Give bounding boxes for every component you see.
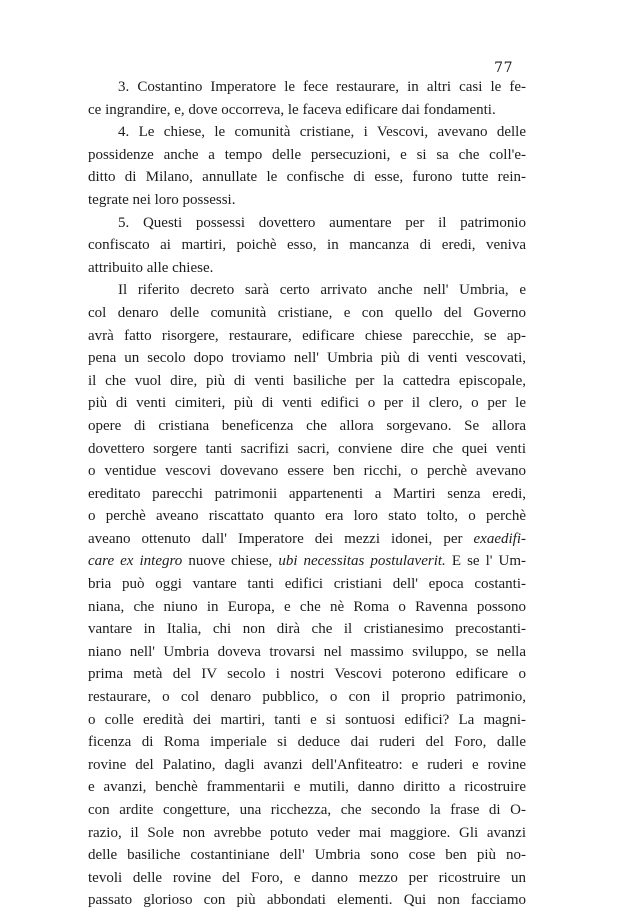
text-line bbox=[88, 212, 526, 235]
text-line bbox=[88, 686, 526, 709]
text-line bbox=[88, 99, 526, 122]
line-text: confiscato ai martiri, poichè esso, in mancanza di eredi, veniva bbox=[88, 237, 526, 254]
line-text: avrà fatto risorgere, restaurare, edificare chiese parecchie, se ap- bbox=[88, 327, 526, 344]
line-text: più di venti cimiteri, più di venti edifici o per il clero, o per le bbox=[88, 395, 526, 412]
line-text: passato glorioso con più abbondati elementi. Qui non facciamo bbox=[88, 892, 526, 909]
text-line bbox=[88, 550, 526, 573]
line-text: 4. Le chiese, le comunità cristiane, i Vescovi, avevano delle bbox=[118, 124, 526, 141]
line-text: razio, il Sole non avrebbe potuto veder mai maggiore. Gli avanzi bbox=[88, 824, 526, 841]
text-line bbox=[88, 166, 526, 189]
line-text: vantare in Italia, chi non dirà che il cristianesimo precostanti- bbox=[88, 621, 526, 638]
line-text: nuove chiese, bbox=[182, 553, 279, 570]
page-number: 77 bbox=[494, 60, 513, 76]
text-line bbox=[88, 731, 526, 754]
text-line bbox=[88, 528, 526, 551]
text-line bbox=[88, 415, 526, 438]
text-line bbox=[88, 302, 526, 325]
line-text: pena un secolo dopo troviamo nell' Umbria più di venti vescovati, bbox=[88, 350, 526, 367]
italic-text: exaedifi- bbox=[462, 530, 526, 547]
text-line bbox=[88, 889, 526, 912]
line-text: col denaro delle comunità cristiane, e con quello del Governo bbox=[88, 304, 526, 321]
line-text: Il riferito decreto sarà certo arrivato anche nell' Umbria, e bbox=[118, 282, 526, 299]
text-line bbox=[88, 483, 526, 506]
text-line bbox=[88, 257, 526, 280]
text-line bbox=[88, 76, 526, 99]
text-line bbox=[88, 822, 526, 845]
line-text: il che vuol dire, più di venti basiliche per la cattedra episcopale, bbox=[88, 372, 526, 389]
text-line bbox=[88, 234, 526, 257]
body-text bbox=[88, 76, 526, 912]
text-line bbox=[88, 438, 526, 461]
line-text: 5. Questi possessi dovettero aumentare per il patrimonio bbox=[118, 214, 526, 231]
text-line bbox=[88, 347, 526, 370]
line-text: tegrate nei loro possessi. bbox=[88, 191, 236, 208]
text-line bbox=[88, 776, 526, 799]
text-line bbox=[88, 505, 526, 528]
line-text: delle basiliche costantiniane dell' Umbria sono cose ben più no- bbox=[88, 847, 526, 864]
text-line bbox=[88, 460, 526, 483]
text-line bbox=[88, 799, 526, 822]
line-text: restaurare, o col denaro pubblico, o con il proprio patrimonio, bbox=[88, 689, 526, 706]
line-text: e avanzi, benchè frammentarii e mutili, danno diritto a ricostruire bbox=[88, 779, 526, 796]
text-line bbox=[88, 618, 526, 641]
line-text: prima metà del IV secolo i nostri Vescovi poterono edificare o bbox=[88, 666, 526, 683]
text-line bbox=[88, 121, 526, 144]
line-text: aveano ottenuto dall' Imperatore dei mezzi idonei, per bbox=[88, 530, 463, 547]
line-text: ficenza di Roma imperiale si deduce dai ruderi del Foro, dalle bbox=[88, 734, 526, 751]
text-line bbox=[88, 867, 526, 890]
text-line bbox=[88, 144, 526, 167]
line-text: E se l' Um- bbox=[445, 553, 527, 570]
text-line bbox=[88, 370, 526, 393]
line-text: opere di cristiana beneficenza che allora sorgevano. Se allora bbox=[88, 417, 526, 434]
line-text: 3. Costantino Imperatore le fece restaurare, in altri casi le fe- bbox=[118, 79, 526, 95]
line-text: o colle eredità dei martiri, tanti e si sontuosi edifici? La magni- bbox=[88, 711, 526, 728]
text-line bbox=[88, 844, 526, 867]
line-text: con ardite congetture, una ricchezza, che secondo la frase di O- bbox=[88, 802, 526, 818]
text-line bbox=[88, 279, 526, 302]
text-line bbox=[88, 573, 526, 596]
line-text: niano nell' Umbria doveva trovarsi nel massimo sviluppo, se nella bbox=[88, 643, 526, 660]
line-text: o ventidue vescovi dovevano essere ben ricchi, o perchè avevano bbox=[88, 463, 526, 480]
line-text: attribuito alle chiese. bbox=[88, 259, 214, 276]
italic-text: ubi necessitas postulaverit. bbox=[278, 553, 446, 570]
line-text: niana, che niuno in Europa, e che nè Roma o Ravenna possono bbox=[88, 598, 526, 615]
line-text: ce ingrandire, e, dove occorreva, le faceva edificare dai fondamenti. bbox=[88, 101, 496, 118]
text-line bbox=[88, 663, 526, 686]
line-text: rovine del Palatino, dagli avanzi dell'Anfiteatro: e ruderi e rovine bbox=[88, 756, 526, 773]
text-line bbox=[88, 325, 526, 348]
line-text: dovettero sorgere tanti sacrifizi sacri, conviene dire che quei venti bbox=[88, 440, 526, 457]
line-text: ditto di Milano, annullate le confische di esse, furono tutte rein- bbox=[88, 169, 526, 186]
text-line bbox=[88, 754, 526, 777]
text-line bbox=[88, 392, 526, 415]
text-line bbox=[88, 709, 526, 732]
text-line bbox=[88, 596, 526, 619]
italic-text: care ex integro bbox=[88, 553, 183, 570]
line-text: ereditato parecchi patrimonii appartenenti a Martiri senza eredi, bbox=[88, 485, 526, 502]
line-text: o perchè aveano riscattato quanto era loro stato tolto, o perchè bbox=[88, 508, 526, 525]
line-text: tevoli delle rovine del Foro, e danno mezzo per ricostruire un bbox=[88, 869, 526, 886]
line-text: possidenze anche a tempo delle persecuzioni, e si sa che coll'e- bbox=[88, 146, 526, 163]
text-line bbox=[88, 189, 526, 212]
line-text: bria può oggi vantare tanti edifici cristiani dell' epoca costanti- bbox=[88, 576, 526, 593]
text-line bbox=[88, 641, 526, 664]
